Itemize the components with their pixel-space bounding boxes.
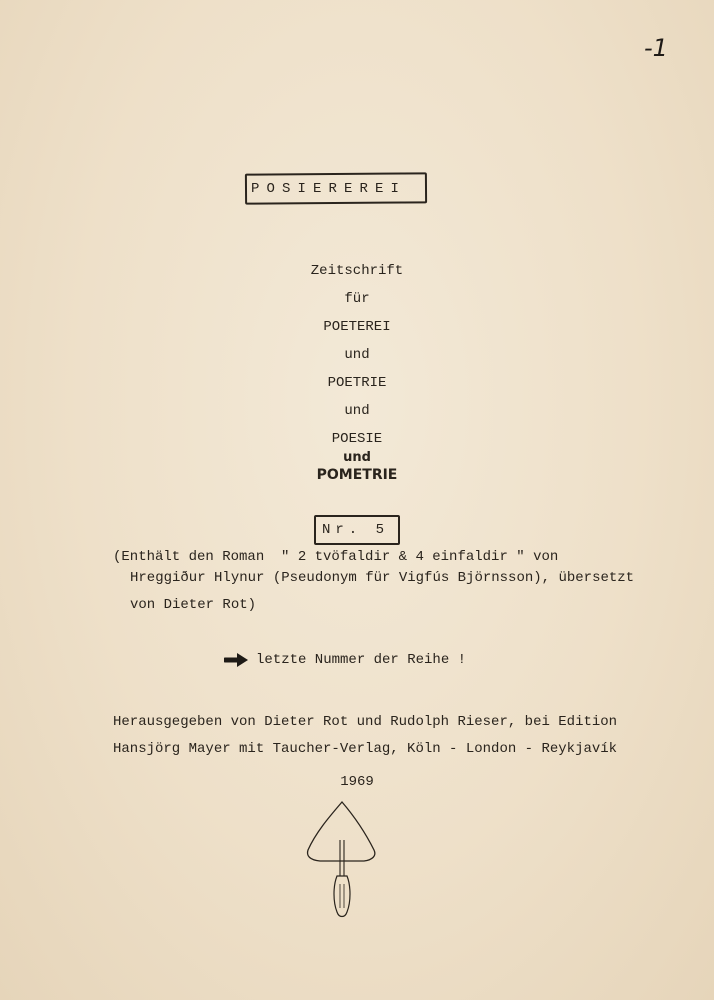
subtitle-line-3: POETEREI xyxy=(323,319,391,335)
contents-line-3: von Dieter Rot) xyxy=(130,597,257,613)
year: 1969 xyxy=(340,774,374,790)
subtitle-line-7: POESIE xyxy=(331,431,383,447)
contents-line-2: Hreggiður Hlynur (Pseudonym für Vigfús Björnsson), übersetzt xyxy=(130,570,635,586)
note: letzte Nummer der Reihe ! xyxy=(256,652,467,668)
arrow-right-icon xyxy=(224,651,250,669)
subtitle-line-1: Zeitschrift xyxy=(310,263,404,279)
subtitle-line-2: für xyxy=(344,291,370,307)
publisher-line-1: Herausgegeben von Dieter Rot und Rudolph Rieser, bei Edition xyxy=(113,714,618,730)
title: POSIEREREI xyxy=(251,181,407,197)
issue-number: Nr. 5 xyxy=(322,522,390,538)
trowel-drawing xyxy=(300,798,384,922)
handwritten-und: und xyxy=(343,450,371,465)
handwritten-pometrie: POMETRIE xyxy=(316,467,398,483)
subtitle-line-5: POETRIE xyxy=(327,375,387,391)
subtitle-line-4: und xyxy=(344,347,370,363)
publisher-line-2: Hansjörg Mayer mit Taucher-Verlag, Köln - London - Reykjavík xyxy=(113,741,618,757)
subtitle-line-6: und xyxy=(344,403,370,419)
page-number: -1 xyxy=(644,34,668,62)
contents-line-1: (Enthält den Roman " 2 tvöfaldir & 4 einfaldir " von xyxy=(113,549,559,565)
